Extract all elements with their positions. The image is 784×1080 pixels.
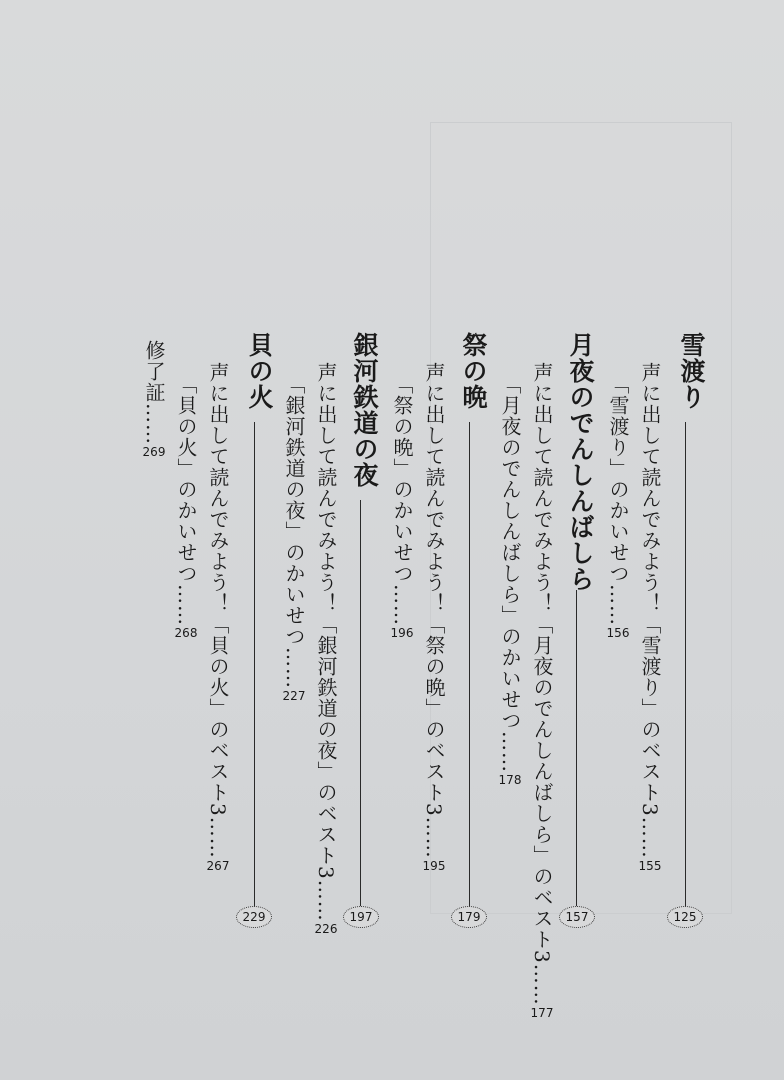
toc-item	[604, 374, 633, 640]
toc-item	[172, 374, 201, 640]
section-title-gingatetsudo: 銀河鉄道の夜	[350, 332, 379, 488]
toc-item	[312, 362, 341, 936]
toc-item-text: 声に出して読んでみよう！「貝の火」のベスト3……	[206, 362, 230, 859]
toc-item-text: 声に出して読んでみよう！「雪渡り」のベスト3……	[638, 362, 662, 859]
toc-item-page: 226	[314, 921, 338, 936]
toc-item-page: 269	[142, 445, 166, 459]
section-title-tsukiyo: 月夜のでんしんばしら	[566, 332, 595, 592]
section-rule	[469, 422, 470, 906]
toc-item-text: 声に出して読んでみよう！「祭の晩」のベスト3……	[422, 362, 446, 859]
toc-item	[496, 374, 525, 787]
toc-item-text: 声に出して読んでみよう！「銀河鉄道の夜」のベスト3……	[314, 362, 338, 922]
section-rule	[685, 422, 686, 906]
toc-item	[420, 362, 449, 873]
start-page-badge: 197	[343, 906, 379, 928]
toc-item-certificate	[140, 340, 169, 459]
toc-item-page: 156	[606, 626, 630, 640]
start-page-badge: 179	[451, 906, 487, 928]
section-title-kainohi: 貝の火	[245, 332, 274, 410]
section-rule	[254, 422, 255, 906]
toc-item-text: 「月夜のでんしんばしら」のかいせつ……	[498, 374, 522, 773]
toc-item-text: 声に出して読んでみよう！「月夜のでんしんばしら」のベスト3……	[530, 362, 554, 1006]
toc-item-page: 155	[638, 858, 662, 873]
toc-item-page: 267	[206, 858, 230, 873]
start-page-badge: 157	[559, 906, 595, 928]
toc-item-text: 「雪渡り」のかいせつ……	[606, 374, 630, 626]
toc-item-page: 195	[422, 858, 446, 873]
section-rule	[576, 590, 577, 906]
section-title-yukiwatari: 雪渡り	[677, 332, 706, 410]
toc-item-text: 修了証……	[142, 340, 166, 445]
toc-item-page: 178	[498, 773, 522, 787]
toc-item-page: 227	[282, 689, 306, 703]
toc-item	[528, 362, 557, 1020]
toc-item	[636, 362, 665, 873]
toc-item-page: 196	[390, 626, 414, 640]
toc-item-text: 「貝の火」のかいせつ……	[174, 374, 198, 626]
toc-item	[204, 362, 233, 873]
toc-item-page: 177	[530, 1005, 554, 1020]
start-page-badge: 229	[236, 906, 272, 928]
toc-item	[280, 374, 309, 703]
toc-item-text: 「銀河鉄道の夜」のかいせつ……	[282, 374, 306, 689]
start-page-badge: 125	[667, 906, 703, 928]
section-title-matsuri: 祭の晩	[459, 332, 488, 410]
toc-item-text: 「祭の晩」のかいせつ……	[390, 374, 414, 626]
section-rule	[360, 500, 361, 906]
toc-item-page: 268	[174, 626, 198, 640]
toc-item	[388, 374, 417, 640]
